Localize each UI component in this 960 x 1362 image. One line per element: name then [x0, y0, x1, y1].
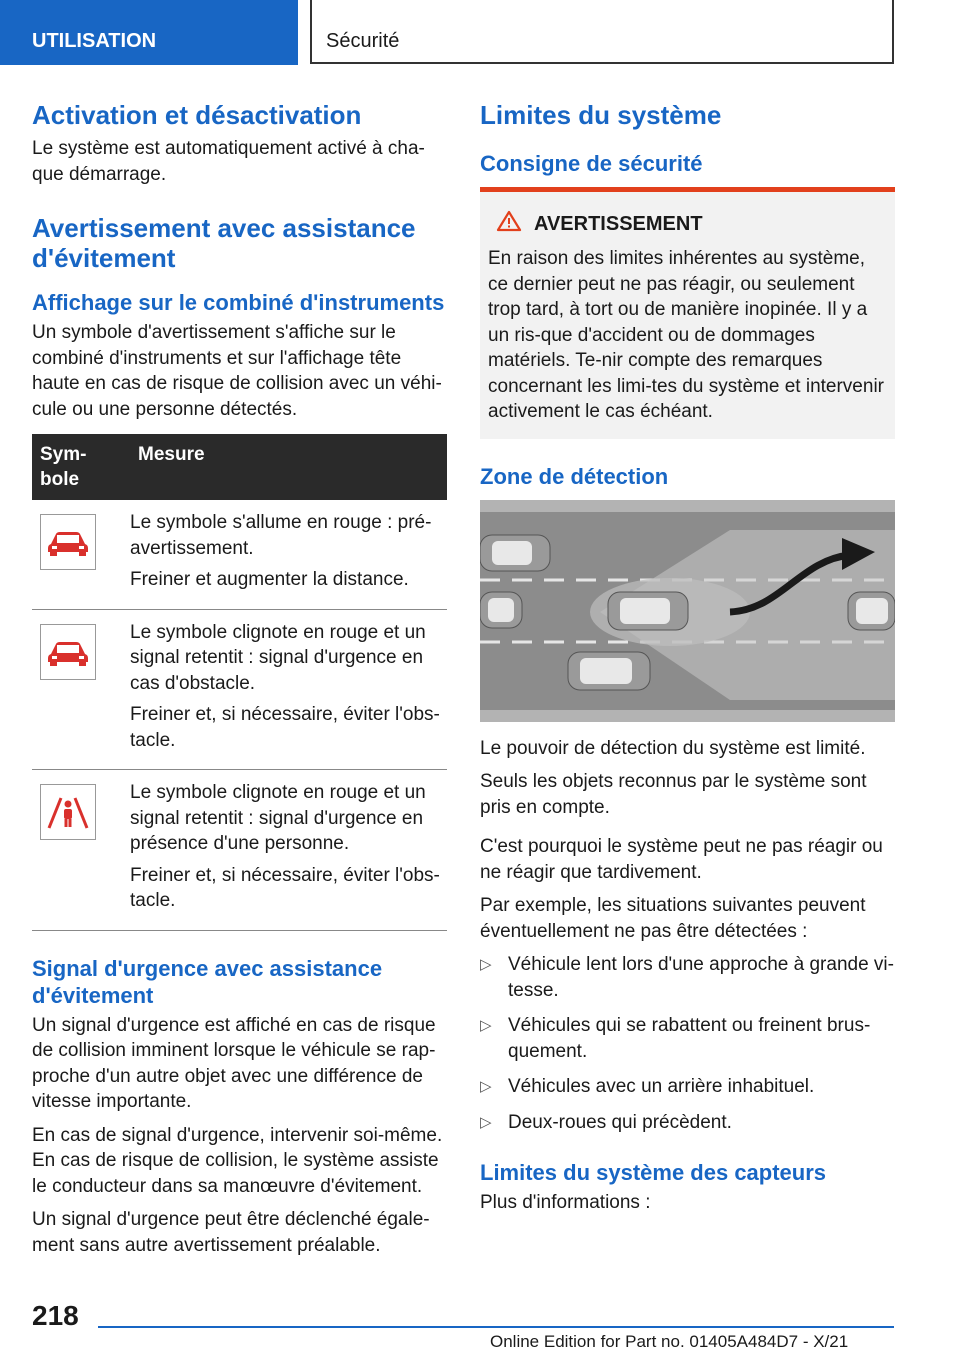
row-text-1: Le symbole s'allume en rouge : pré-avertissement. [130, 512, 432, 559]
heading-consigne: Consigne de sécurité [480, 151, 703, 176]
heading-affichage: Affichage sur le combiné d'instruments [32, 290, 445, 315]
car-icon [480, 592, 522, 628]
table-row [32, 500, 447, 609]
paragraph-signal-3: Un signal d'urgence peut être déclenché égale-ment sans autre avertissement préalable. [32, 1209, 430, 1256]
car-warning-icon [40, 514, 96, 570]
header-section-tab [0, 0, 298, 65]
paragraph-signal-1: Un signal d'urgence est affiché en cas de risque de collision imminent lorsque le véhicule se rap-proche d'un autre objet avec une différence de vitesse importante. [32, 1014, 436, 1112]
row-text-1: Le symbole clignote en rouge et un signal retentit : signal d'urgence en cas d'obstacle. [130, 621, 426, 694]
warning-triangle-icon [496, 210, 522, 238]
paragraph-zone-2: Seuls les objets reconnus par le système sont pris en compte. [480, 771, 867, 818]
triangle-bullet-icon: ▷ [480, 1113, 492, 1131]
symbol-table [32, 434, 447, 931]
heading-capteurs: Limites du système des capteurs [480, 1160, 827, 1185]
header-section-label: UTILISATION [32, 30, 157, 52]
limitations-list [480, 952, 895, 1135]
paragraph-capteurs: Plus d'informations : [480, 1192, 651, 1213]
list-item [480, 1013, 895, 1064]
paragraph-zone-3: C'est pourquoi le système peut ne pas réagir ou ne réagir que tardivement. [480, 836, 883, 883]
heading-signal: Signal d'urgence avec assistance d'évitement [32, 955, 383, 1008]
warning-text: En raison des limites inhérentes au système, ce dernier peut ne pas réagir, ou seulement trop tard, à tort ou de manière inopinée. Il y a un ris-que d'accident ou de dommages matériels. Te-nir compte des remarques concernant les limi-tes du système et intervenir activement le cas échéant. [488, 248, 884, 422]
left-column [32, 100, 447, 1266]
list-item-text: Deux-roues qui précèdent. [508, 1111, 732, 1133]
page-number: 218 [32, 1300, 79, 1331]
heading-limites: Limites du système [480, 100, 722, 130]
heading-activation: Activation et désactivation [32, 100, 362, 130]
paragraph-signal-2: En cas de signal d'urgence, intervenir soi-même. En cas de risque de collision, le système assiste le conducteur dans sa manœuvre d'évitement. [32, 1124, 443, 1197]
header-topic-box [310, 0, 894, 64]
table-header-symbol: Sym-bole [32, 434, 130, 500]
row-text-2: Freiner et, si nécessaire, éviter l'obs-tacle. [130, 864, 440, 911]
row-text-1: Le symbole clignote en rouge et un signal retentit : signal d'urgence en présence d'une personne. [130, 782, 426, 854]
heading-avertissement: Avertissement avec assistance d'évitement [32, 213, 416, 273]
row-text-2: Freiner et, si nécessaire, éviter l'obs-tacle. [130, 704, 440, 751]
footer-edition: Online Edition for Part no. 01405A484D7 - X/21 [490, 1332, 849, 1351]
table-row [32, 609, 447, 770]
car-icon [568, 652, 650, 690]
list-item-text: Véhicule lent lors d'une approche à grande vi-tesse. [508, 954, 894, 1001]
car-icon [848, 592, 895, 630]
right-column [480, 100, 895, 1224]
list-item [480, 952, 895, 1003]
car-icon [480, 535, 550, 571]
list-item-text: Véhicules avec un arrière inhabituel. [508, 1076, 815, 1097]
list-item-text: Véhicules qui se rabattent ou freinent brus-quement. [508, 1015, 871, 1062]
table-row [32, 770, 447, 931]
car-warning-icon [40, 624, 96, 680]
list-item [480, 1110, 895, 1136]
list-item [480, 1074, 895, 1100]
warning-box [480, 187, 895, 439]
paragraph-zone-4: Par exemple, les situations suivantes peuvent éventuellement ne pas être détectées : [480, 895, 866, 942]
row-text-2: Freiner et augmenter la distance. [130, 569, 409, 590]
footer-divider [98, 1326, 894, 1328]
paragraph-affichage: Un symbole d'avertissement s'affiche sur le combiné d'instruments et sur l'affichage tête haute en cas de risque de collision avec un véhi-cule ou une personne détectés. [32, 322, 442, 420]
paragraph-activation: Le système est automatiquement activé à cha-que démarrage. [32, 138, 425, 185]
paragraph-zone-1: Le pouvoir de détection du système est limité. [480, 737, 866, 759]
detection-zone-illustration [480, 500, 895, 722]
triangle-bullet-icon: ▷ [480, 956, 492, 973]
car-icon [608, 592, 688, 630]
header-topic-label: Sécurité [326, 30, 400, 52]
pedestrian-warning-icon [40, 784, 96, 840]
triangle-bullet-icon: ▷ [480, 1078, 492, 1095]
triangle-bullet-icon: ▷ [480, 1017, 492, 1034]
table-header-mesure: Mesure [130, 434, 447, 500]
warning-title: AVERTISSEMENT [534, 212, 703, 235]
heading-zone: Zone de détection [480, 463, 669, 489]
